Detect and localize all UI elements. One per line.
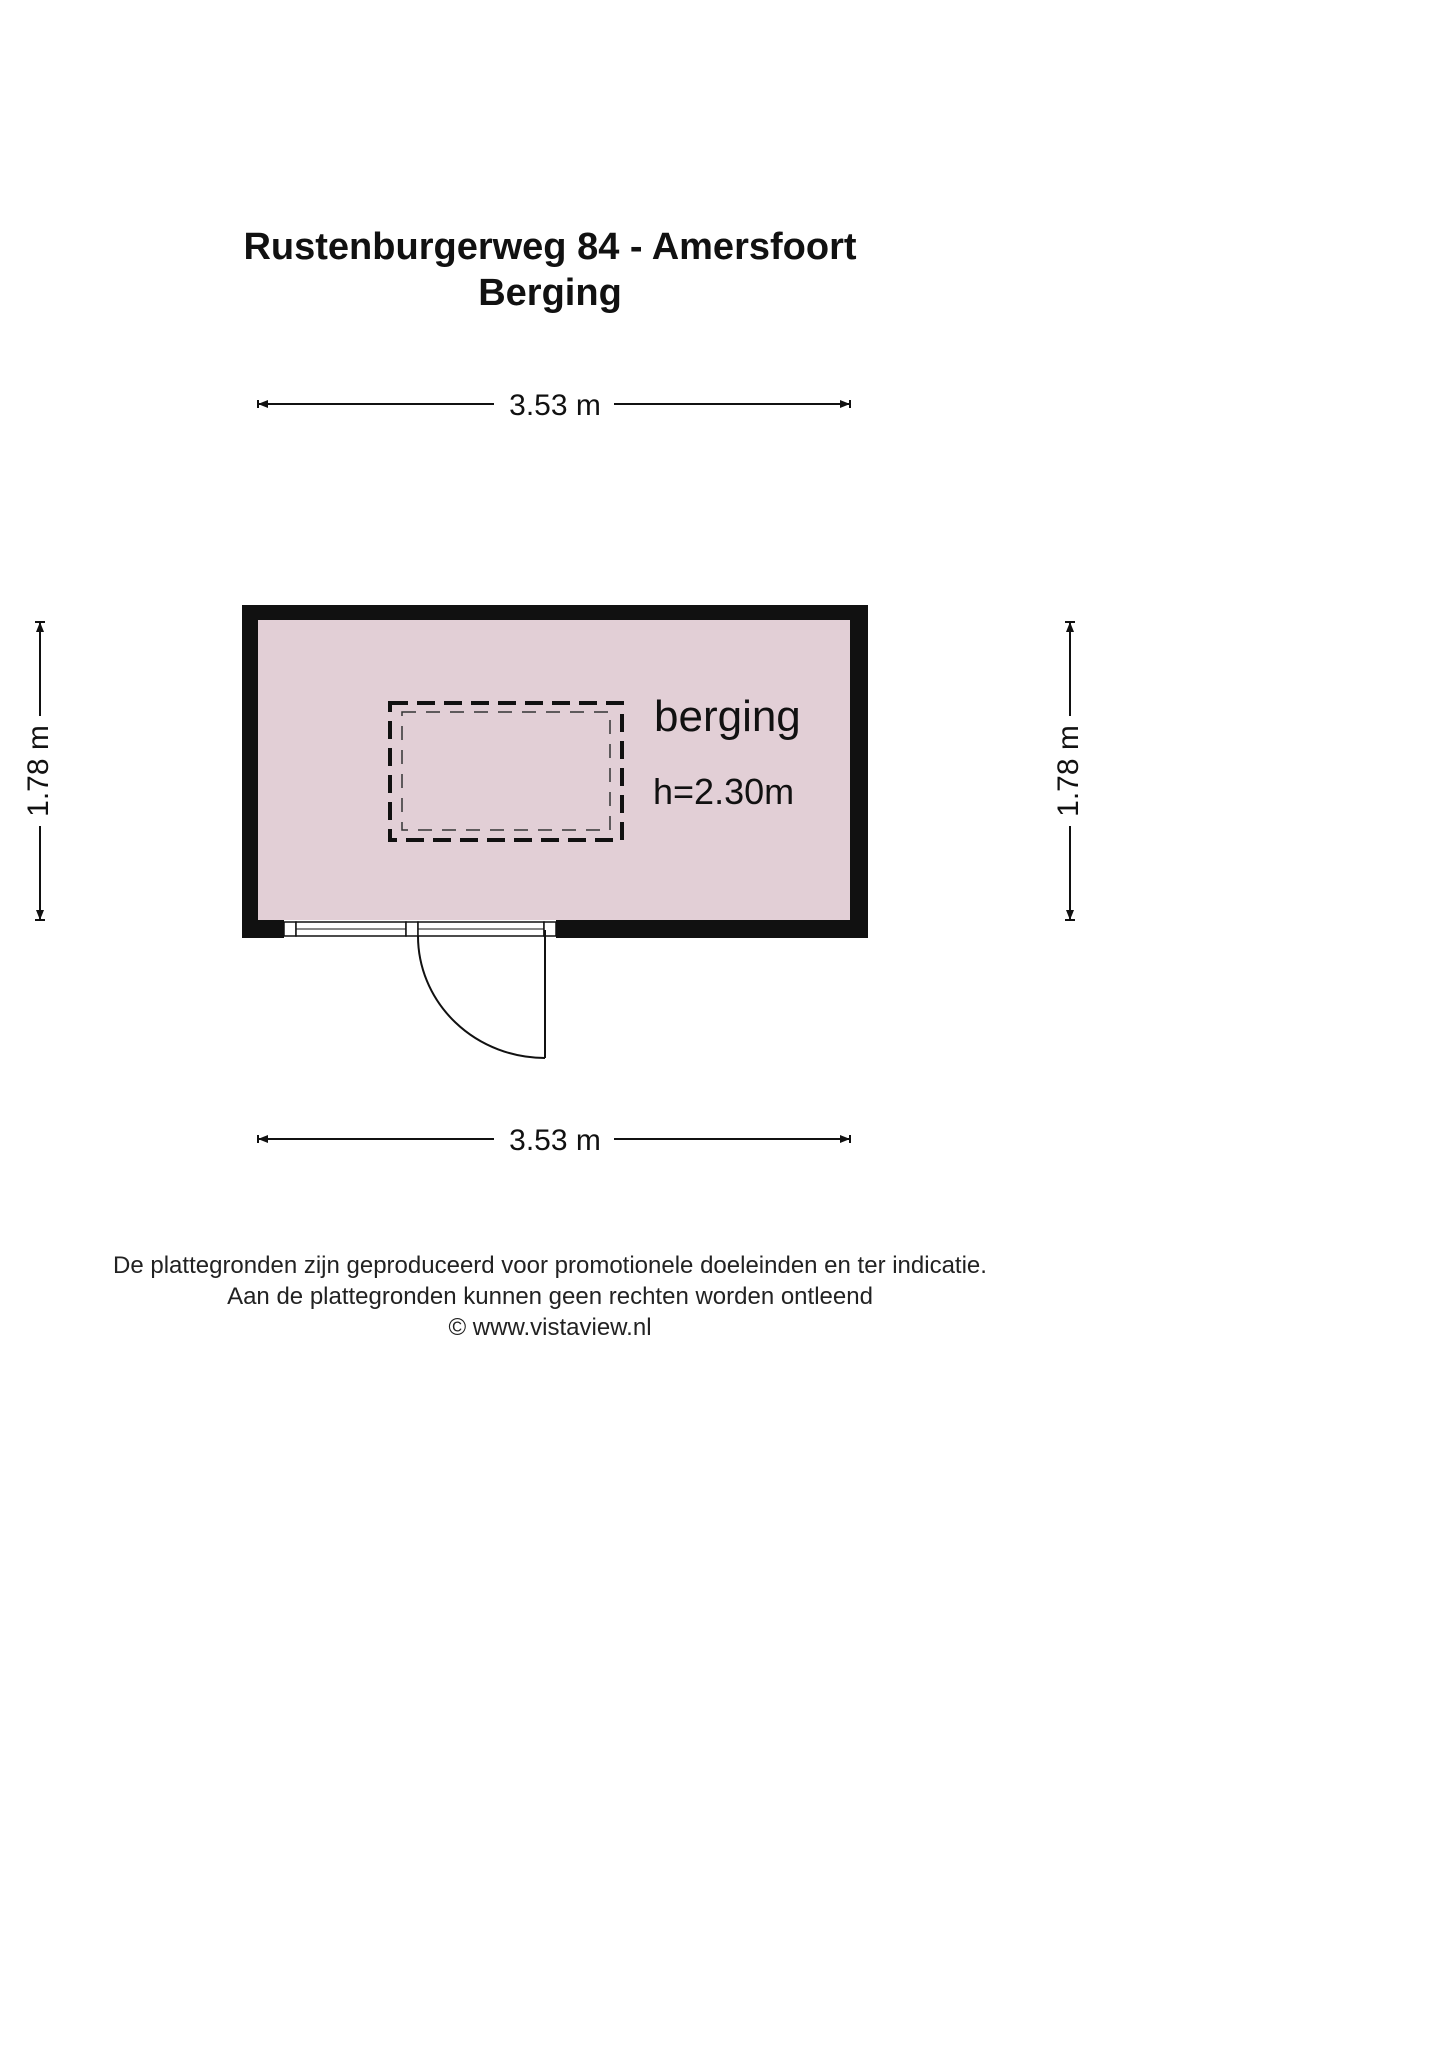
top-dimension [258,389,850,422]
right-height-label: 1.78 m [1051,725,1085,817]
wall-bottom-right [556,920,868,938]
room-height-label: h=2.30m [653,771,795,812]
left-height-label: 1.78 m [21,725,55,817]
wall-bottom-left [242,920,284,938]
disclaimer-line-1: De plattegronden zijn geproduceerd voor promotionele doeleinden en ter indicatie. [113,1252,987,1279]
right-dimension [1052,622,1085,920]
left-dimension [22,622,55,920]
bottom-width-label: 3.53 m [509,1124,601,1157]
wall-top [242,605,868,620]
wall-left [242,605,258,938]
room-name-label: berging [654,692,801,741]
bottom-dimension [258,1124,850,1157]
room-berging [242,605,868,1058]
plan-title: Rustenburgerweg 84 - Amersfoort [243,226,857,268]
top-width-label: 3.53 m [509,389,601,422]
room-floor [258,620,850,920]
plan-subtitle: Berging [478,272,622,314]
bottom-window [284,922,556,936]
copyright-link[interactable]: © www.vistaview.nl [448,1314,652,1341]
door-swing [418,930,545,1058]
disclaimer-line-2: Aan de plattegronden kunnen geen rechten worden ontleend [227,1283,873,1310]
wall-right [850,605,868,938]
